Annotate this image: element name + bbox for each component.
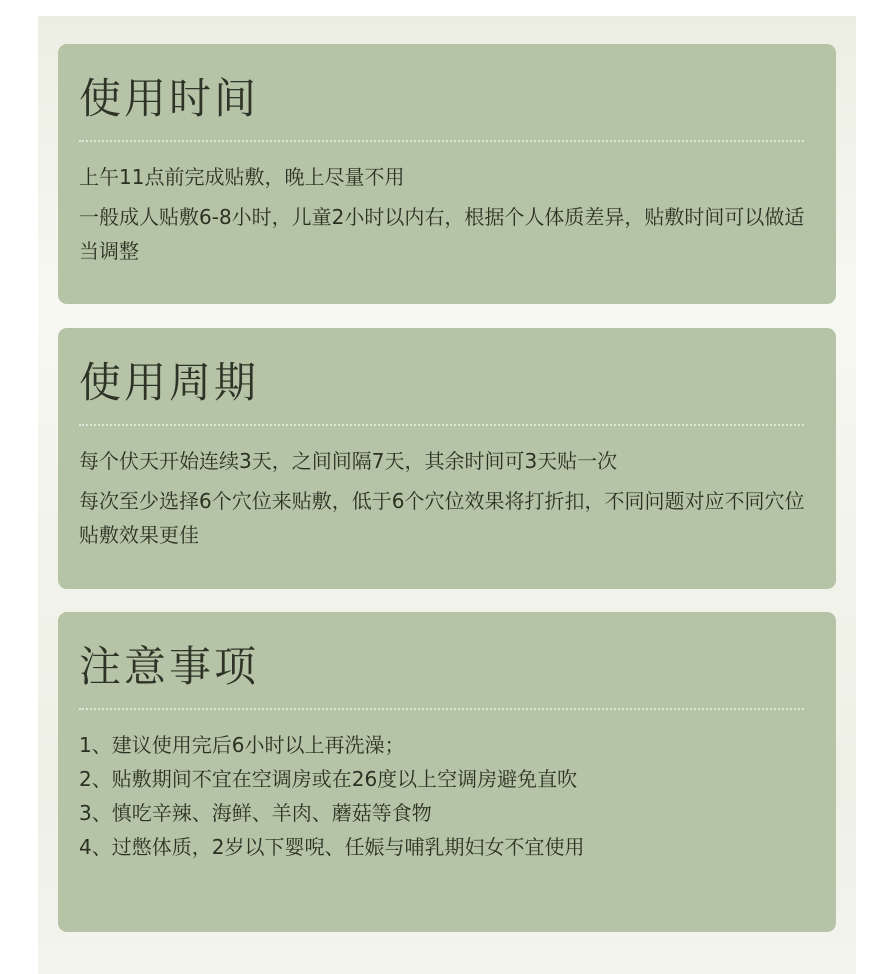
usage-cycle-paragraph: 每个伏天开始连续3天，之间间隔7天，其余时间可3天贴一次 bbox=[79, 449, 618, 473]
usage-cycle-divider bbox=[79, 424, 804, 426]
usage-time-title: 使用时间 bbox=[79, 74, 260, 123]
precautions-card bbox=[58, 612, 836, 932]
usage-cycle-body bbox=[79, 444, 810, 552]
precautions-list bbox=[79, 728, 810, 864]
usage-time-paragraph: 上午11点前完成贴敷，晚上尽量不用 bbox=[79, 165, 405, 189]
usage-cycle-card bbox=[58, 328, 836, 589]
precaution-item: 1、建议使用完后6小时以上再洗澡； bbox=[79, 733, 405, 757]
usage-cycle-paragraph: 每次至少选择6个穴位来贴敷，低于6个穴位效果将打折扣，不同问题对应不同穴位贴敷效果更佳 bbox=[79, 489, 805, 547]
usage-time-paragraph: 一般成人贴敷6-8小时，儿童2小时以内右，根据个人体质差异，贴敷时间可以做适当调整 bbox=[79, 205, 805, 263]
usage-time-card bbox=[58, 44, 836, 304]
usage-cycle-title: 使用周期 bbox=[79, 358, 260, 407]
precautions-title: 注意事项 bbox=[79, 642, 260, 691]
usage-time-divider bbox=[79, 140, 804, 142]
precaution-item: 4、过憋体质，2岁以下婴唲、任娠与哺乳期妇女不宜使用 bbox=[79, 835, 585, 859]
usage-time-body bbox=[79, 160, 810, 268]
precaution-item: 2、贴敷期间不宜在空调房或在26度以上空调房避免直吹 bbox=[79, 767, 578, 791]
precautions-divider bbox=[79, 708, 804, 710]
precaution-item: 3、慎吃辛辣、海鲜、羊肉、蘑菇等食物 bbox=[79, 801, 432, 825]
